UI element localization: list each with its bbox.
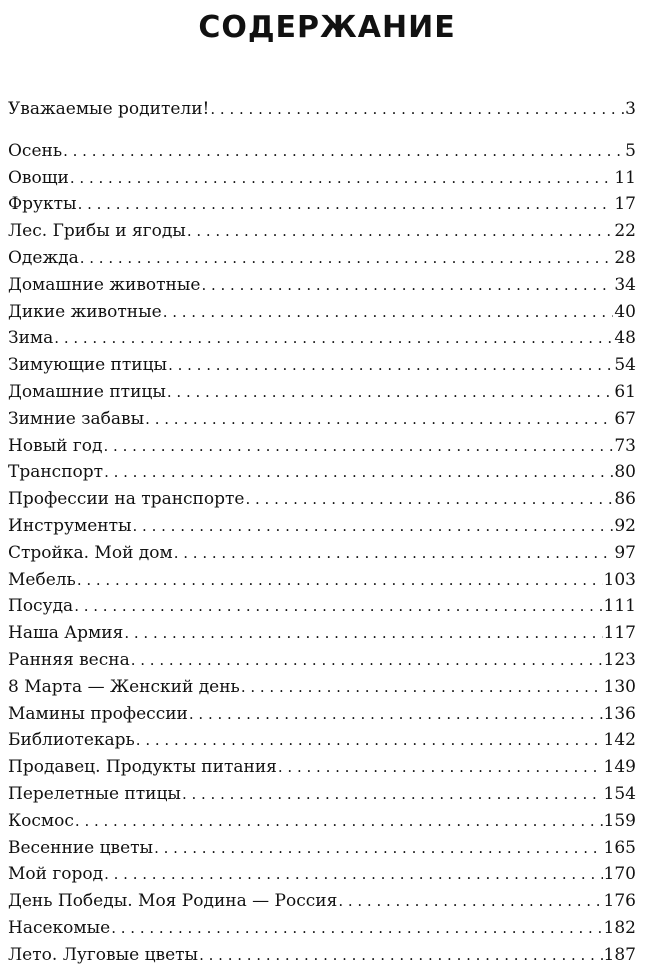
toc-entry-page: 34 — [614, 274, 636, 295]
toc-entry[interactable] — [8, 352, 636, 379]
toc-entry[interactable] — [8, 406, 636, 433]
dot-leader — [163, 299, 614, 326]
dot-leader — [104, 459, 613, 486]
table-of-contents — [8, 96, 636, 969]
toc-entry-label: Инструменты — [8, 515, 132, 536]
toc-entry-label: Перелетные птицы — [8, 783, 181, 804]
dot-leader — [54, 325, 613, 352]
toc-entry-intro[interactable] — [8, 96, 636, 123]
toc-entry-label: Ранняя весна — [8, 649, 130, 670]
toc-entry[interactable] — [8, 861, 636, 888]
toc-entry-page: 92 — [614, 515, 636, 536]
dot-leader — [70, 165, 613, 192]
toc-entry[interactable] — [8, 459, 636, 486]
toc-entry[interactable] — [8, 138, 636, 165]
toc-entry-label: Фрукты — [8, 194, 77, 215]
toc-entry[interactable] — [8, 888, 636, 915]
toc-entry[interactable] — [8, 379, 636, 406]
toc-entry[interactable] — [8, 325, 636, 352]
toc-entry-page: 22 — [614, 221, 636, 242]
toc-entry-page: 103 — [603, 569, 636, 590]
toc-entry[interactable] — [8, 808, 636, 835]
toc-entry-page: 165 — [603, 837, 636, 858]
toc-entry[interactable] — [8, 754, 636, 781]
toc-entry[interactable] — [8, 433, 636, 460]
dot-leader — [133, 513, 614, 540]
toc-entry[interactable] — [8, 486, 636, 513]
toc-entry-label: Мебель — [8, 569, 76, 590]
toc-entry-label: Продавец. Продукты питания — [8, 757, 277, 778]
toc-entry-page: 86 — [614, 489, 636, 510]
toc-entry[interactable] — [8, 567, 636, 594]
toc-entry[interactable] — [8, 727, 636, 754]
toc-entry-label: 8 Марта — Женский день — [8, 676, 240, 697]
toc-entry-page: 40 — [614, 301, 636, 322]
toc-entry-page: 182 — [603, 917, 636, 938]
dot-leader — [210, 96, 624, 123]
toc-entry-page: 97 — [614, 542, 636, 563]
toc-entry-page: 17 — [614, 194, 636, 215]
toc-entry-page: 170 — [603, 864, 636, 885]
toc-entry-page: 136 — [603, 703, 636, 724]
dot-leader — [80, 245, 614, 272]
dot-leader — [168, 352, 613, 379]
dot-leader — [124, 620, 602, 647]
toc-entry-label: Лето. Луговые цветы — [8, 944, 199, 965]
toc-entry-label: Домашние птицы — [8, 381, 166, 402]
toc-entry-label: Библиотекарь — [8, 730, 135, 751]
dot-leader — [63, 138, 624, 165]
toc-entry-label: Уважаемые родители! — [8, 99, 210, 119]
dot-leader — [145, 406, 613, 433]
toc-entry-page: 111 — [603, 596, 636, 617]
toc-entry-label: Зима — [8, 328, 54, 349]
dot-leader — [131, 647, 603, 674]
dot-leader — [167, 379, 613, 406]
toc-entry-page: 149 — [603, 757, 636, 778]
toc-entry-label: Наша Армия — [8, 623, 124, 644]
dot-leader — [278, 754, 603, 781]
dot-leader — [182, 781, 603, 808]
dot-leader — [136, 727, 603, 754]
toc-entry-label: Осень — [8, 140, 63, 161]
toc-entry[interactable] — [8, 272, 636, 299]
toc-entry-page: 187 — [603, 944, 636, 965]
toc-entry-page: 154 — [603, 783, 636, 804]
toc-entry-label: Посуда — [8, 596, 74, 617]
toc-entry-page: 176 — [603, 891, 636, 912]
toc-entry[interactable] — [8, 513, 636, 540]
toc-entry-page: 28 — [614, 247, 636, 268]
toc-entry[interactable] — [8, 245, 636, 272]
toc-entry-page: 48 — [614, 328, 636, 349]
toc-entry-page: 142 — [603, 730, 636, 751]
toc-entry[interactable] — [8, 647, 636, 674]
toc-entry[interactable] — [8, 781, 636, 808]
toc-entry[interactable] — [8, 540, 636, 567]
toc-entry-label: День Победы. Моя Родина — Россия — [8, 891, 338, 912]
toc-entry-page: 3 — [625, 99, 636, 119]
dot-leader — [201, 272, 613, 299]
toc-entry-label: Транспорт — [8, 462, 104, 483]
toc-entry-page: 61 — [614, 381, 636, 402]
dot-leader — [245, 486, 613, 513]
toc-entry-label: Новый год — [8, 435, 103, 456]
toc-entry-page: 130 — [603, 676, 636, 697]
toc-entry-page: 117 — [603, 623, 636, 644]
toc-entry-label: Космос — [8, 810, 74, 831]
toc-entry-label: Насекомые — [8, 917, 111, 938]
toc-entry-page: 80 — [614, 462, 636, 483]
dot-leader — [154, 835, 602, 862]
toc-entry[interactable] — [8, 165, 636, 192]
dot-leader — [78, 191, 614, 218]
toc-entry-page: 73 — [614, 435, 636, 456]
dot-leader — [77, 567, 603, 594]
dot-leader — [74, 593, 602, 620]
toc-entry[interactable] — [8, 835, 636, 862]
toc-entry[interactable] — [8, 299, 636, 326]
toc-entry[interactable] — [8, 915, 636, 942]
toc-entry-label: Домашние животные — [8, 274, 201, 295]
toc-entry-label: Дикие животные — [8, 301, 162, 322]
toc-entry-page: 11 — [614, 167, 636, 188]
toc-entry[interactable] — [8, 191, 636, 218]
dot-leader — [104, 861, 602, 888]
toc-entry-label: Зимние забавы — [8, 408, 145, 429]
dot-leader — [75, 808, 603, 835]
toc-entry[interactable] — [8, 620, 636, 647]
dot-leader — [104, 433, 614, 460]
toc-entry-label: Мамины профессии — [8, 703, 188, 724]
toc-entry-label: Профессии на транспорте — [8, 489, 245, 510]
dot-leader — [199, 942, 602, 969]
toc-entry-label: Одежда — [8, 247, 79, 268]
page-title: СОДЕРЖАНИЕ — [198, 10, 456, 45]
toc-entry-label: Лес. Грибы и ягоды — [8, 221, 186, 242]
toc-entry-page: 5 — [625, 140, 636, 161]
toc-entry[interactable] — [8, 218, 636, 245]
toc-entry-label: Овощи — [8, 167, 69, 188]
toc-entry-page: 159 — [603, 810, 636, 831]
dot-leader — [111, 915, 602, 942]
toc-entry-label: Стройка. Мой дом — [8, 542, 173, 563]
dot-leader — [338, 888, 602, 915]
dot-leader — [241, 674, 603, 701]
dot-leader — [174, 540, 614, 567]
toc-entry-page: 54 — [614, 355, 636, 376]
dot-leader — [189, 701, 603, 728]
toc-entry-page: 123 — [603, 649, 636, 670]
toc-entry[interactable] — [8, 593, 636, 620]
toc-entry-page: 67 — [614, 408, 636, 429]
toc-entry[interactable] — [8, 942, 636, 969]
toc-entry[interactable] — [8, 701, 636, 728]
toc-entry-label: Мой город — [8, 864, 104, 885]
dot-leader — [187, 218, 614, 245]
toc-entry-label: Весенние цветы — [8, 837, 154, 858]
toc-entry[interactable] — [8, 674, 636, 701]
toc-entry-label: Зимующие птицы — [8, 355, 168, 376]
